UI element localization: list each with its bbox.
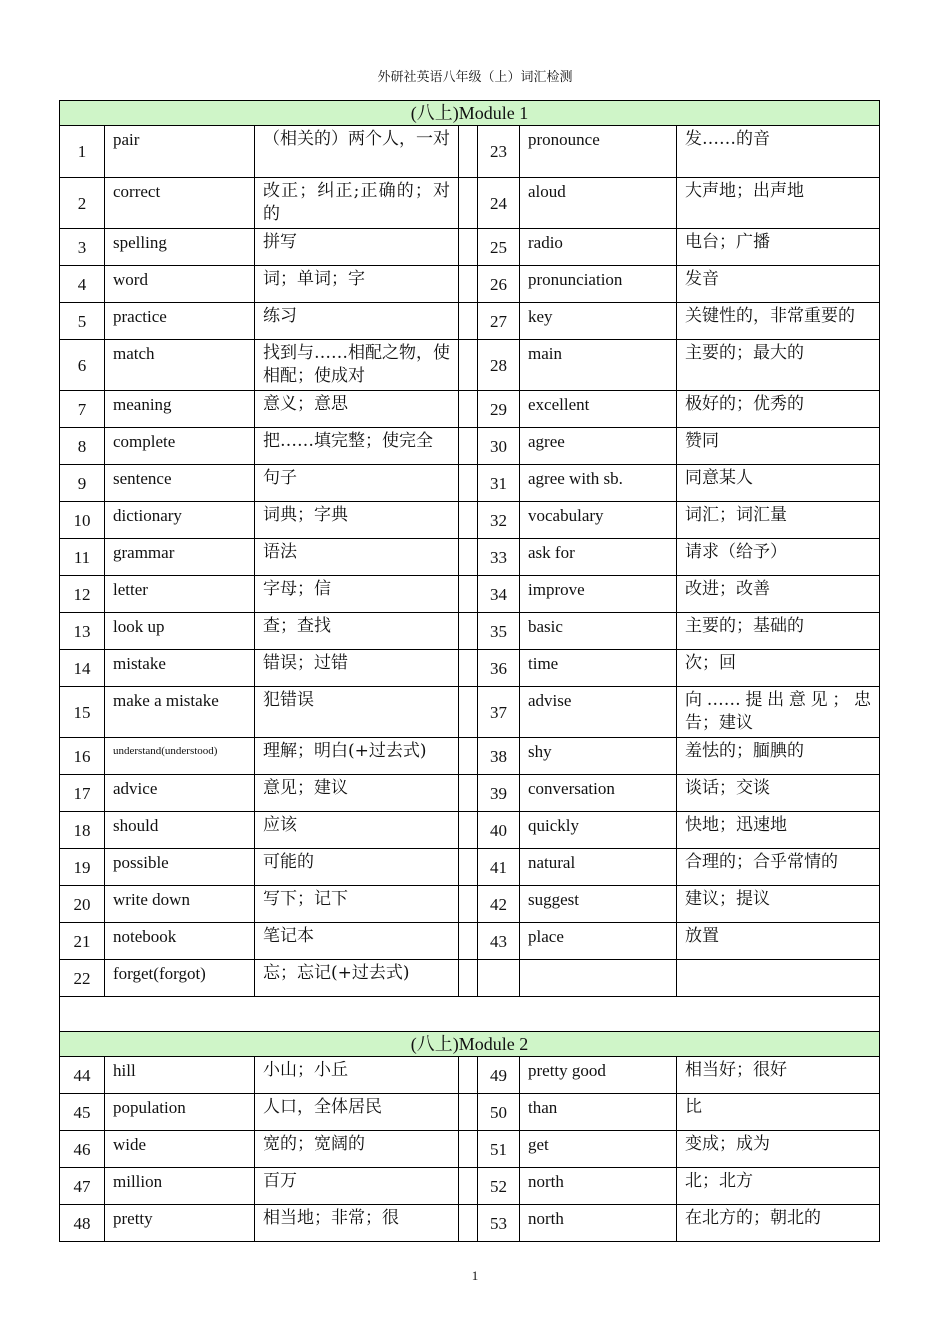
- entry-number: 6: [60, 340, 105, 391]
- vocab-row: [60, 687, 880, 738]
- column-divider: [459, 266, 478, 303]
- chinese-meaning: 句子: [255, 465, 459, 502]
- column-divider: [459, 229, 478, 266]
- column-divider: [459, 303, 478, 340]
- chinese-meaning: 百万: [255, 1168, 459, 1205]
- chinese-meaning: 大声地；出声地: [677, 178, 880, 229]
- chinese-meaning: 变成；成为: [677, 1131, 880, 1168]
- chinese-meaning: 应该: [255, 812, 459, 849]
- module-title: (八上)Module 2: [60, 1032, 880, 1057]
- chinese-meaning: 发音: [677, 266, 880, 303]
- vocab-row: [60, 229, 880, 266]
- chinese-meaning: 小山；小丘: [255, 1057, 459, 1094]
- chinese-meaning: 在北方的；朝北的: [677, 1205, 880, 1242]
- chinese-meaning: 赞同: [677, 428, 880, 465]
- vocab-row: [60, 886, 880, 923]
- chinese-meaning: 忘；忘记(+过去式): [255, 960, 459, 997]
- entry-number: 13: [60, 613, 105, 650]
- chinese-meaning: 次；回: [677, 650, 880, 687]
- column-divider: [459, 613, 478, 650]
- entry-number: 48: [60, 1205, 105, 1242]
- vocab-row: [60, 266, 880, 303]
- module-spacer-row: [60, 997, 880, 1032]
- vocab-row: [60, 1168, 880, 1205]
- entry-number: 16: [60, 738, 105, 775]
- entry-number: 29: [478, 391, 520, 428]
- english-word: understand(understood): [105, 738, 255, 775]
- chinese-meaning: 相当好；很好: [677, 1057, 880, 1094]
- chinese-meaning: 字母；信: [255, 576, 459, 613]
- chinese-meaning: 快地；迅速地: [677, 812, 880, 849]
- chinese-meaning: 宽的；宽阔的: [255, 1131, 459, 1168]
- entry-number: 47: [60, 1168, 105, 1205]
- entry-number: 42: [478, 886, 520, 923]
- chinese-meaning: 意义；意思: [255, 391, 459, 428]
- chinese-meaning: 犯错误: [255, 687, 459, 738]
- chinese-meaning: 语法: [255, 539, 459, 576]
- entry-number: 9: [60, 465, 105, 502]
- english-word: basic: [520, 613, 677, 650]
- english-word: conversation: [520, 775, 677, 812]
- english-word: pretty: [105, 1205, 255, 1242]
- chinese-meaning: 放置: [677, 923, 880, 960]
- vocabulary-table: [59, 100, 880, 1242]
- column-divider: [459, 340, 478, 391]
- english-word: grammar: [105, 539, 255, 576]
- chinese-meaning: 电台；广播: [677, 229, 880, 266]
- english-word: dictionary: [105, 502, 255, 539]
- vocab-row: [60, 1205, 880, 1242]
- entry-number: 8: [60, 428, 105, 465]
- chinese-meaning: 比: [677, 1094, 880, 1131]
- chinese-meaning: 词；单词；字: [255, 266, 459, 303]
- column-divider: [459, 775, 478, 812]
- english-word: pronunciation: [520, 266, 677, 303]
- entry-number: 31: [478, 465, 520, 502]
- column-divider: [459, 428, 478, 465]
- vocab-row: [60, 1057, 880, 1094]
- column-divider: [459, 849, 478, 886]
- entry-number: 46: [60, 1131, 105, 1168]
- page-header: 外研社英语八年级（上）词汇检测: [377, 70, 573, 85]
- entry-number: 14: [60, 650, 105, 687]
- english-word: north: [520, 1205, 677, 1242]
- entry-number: 45: [60, 1094, 105, 1131]
- column-divider: [459, 1168, 478, 1205]
- english-word: hill: [105, 1057, 255, 1094]
- english-word: forget(forgot): [105, 960, 255, 997]
- entry-number: 32: [478, 502, 520, 539]
- entry-number: 15: [60, 687, 105, 738]
- english-word: suggest: [520, 886, 677, 923]
- entry-number: 4: [60, 266, 105, 303]
- english-word: than: [520, 1094, 677, 1131]
- vocab-row: [60, 428, 880, 465]
- entry-number: 2: [60, 178, 105, 229]
- english-word: should: [105, 812, 255, 849]
- entry-number: 44: [60, 1057, 105, 1094]
- english-word: advice: [105, 775, 255, 812]
- column-divider: [459, 812, 478, 849]
- entry-number: 40: [478, 812, 520, 849]
- english-word: make a mistake: [105, 687, 255, 738]
- vocabulary-table-body: [60, 101, 880, 1242]
- english-word: million: [105, 1168, 255, 1205]
- english-word: advise: [520, 687, 677, 738]
- entry-number: 23: [478, 126, 520, 178]
- english-word: improve: [520, 576, 677, 613]
- chinese-meaning: 谈话；交谈: [677, 775, 880, 812]
- entry-number: 26: [478, 266, 520, 303]
- module-header-row: [60, 1032, 880, 1057]
- column-divider: [459, 126, 478, 178]
- chinese-meaning: （相关的）两个人，一对: [255, 126, 459, 178]
- entry-number: 39: [478, 775, 520, 812]
- entry-number: 7: [60, 391, 105, 428]
- english-word: sentence: [105, 465, 255, 502]
- vocab-row: [60, 178, 880, 229]
- module-title: (八上)Module 1: [60, 101, 880, 126]
- vocab-row: [60, 539, 880, 576]
- vocab-row: [60, 738, 880, 775]
- english-word: pronounce: [520, 126, 677, 178]
- column-divider: [459, 391, 478, 428]
- entry-number: 5: [60, 303, 105, 340]
- entry-number: 18: [60, 812, 105, 849]
- chinese-meaning: 练习: [255, 303, 459, 340]
- column-divider: [459, 960, 478, 997]
- column-divider: [459, 576, 478, 613]
- vocab-row: [60, 960, 880, 997]
- spacer-cell: [60, 997, 880, 1032]
- english-word: mistake: [105, 650, 255, 687]
- english-word: aloud: [520, 178, 677, 229]
- chinese-meaning: 写下；记下: [255, 886, 459, 923]
- column-divider: [459, 738, 478, 775]
- english-word: notebook: [105, 923, 255, 960]
- column-divider: [459, 539, 478, 576]
- entry-number: 20: [60, 886, 105, 923]
- entry-number: 22: [60, 960, 105, 997]
- entry-number: 37: [478, 687, 520, 738]
- chinese-meaning: 请求（给予）: [677, 539, 880, 576]
- entry-number: [478, 960, 520, 997]
- vocab-row: [60, 340, 880, 391]
- english-word: wide: [105, 1131, 255, 1168]
- vocab-row: [60, 303, 880, 340]
- english-word: time: [520, 650, 677, 687]
- entry-number: 41: [478, 849, 520, 886]
- chinese-meaning: 极好的；优秀的: [677, 391, 880, 428]
- english-word: meaning: [105, 391, 255, 428]
- entry-number: 49: [478, 1057, 520, 1094]
- entry-number: 50: [478, 1094, 520, 1131]
- chinese-meaning: 改进；改善: [677, 576, 880, 613]
- column-divider: [459, 650, 478, 687]
- entry-number: 11: [60, 539, 105, 576]
- entry-number: 51: [478, 1131, 520, 1168]
- chinese-meaning: 拼写: [255, 229, 459, 266]
- english-word: vocabulary: [520, 502, 677, 539]
- chinese-meaning: 可能的: [255, 849, 459, 886]
- english-word: [520, 960, 677, 997]
- chinese-meaning: 羞怯的；腼腆的: [677, 738, 880, 775]
- english-word: agree: [520, 428, 677, 465]
- column-divider: [459, 923, 478, 960]
- column-divider: [459, 886, 478, 923]
- chinese-meaning: 同意某人: [677, 465, 880, 502]
- entry-number: 1: [60, 126, 105, 178]
- entry-number: 28: [478, 340, 520, 391]
- chinese-meaning: 主要的；最大的: [677, 340, 880, 391]
- entry-number: 24: [478, 178, 520, 229]
- vocab-row: [60, 126, 880, 178]
- chinese-meaning: 理解；明白(+过去式): [255, 738, 459, 775]
- chinese-meaning: 人口，全体居民: [255, 1094, 459, 1131]
- page-number: 1: [471, 1268, 479, 1283]
- chinese-meaning: 发……的音: [677, 126, 880, 178]
- english-word: natural: [520, 849, 677, 886]
- entry-number: 43: [478, 923, 520, 960]
- chinese-meaning: 找到与……相配之物，使相配；使成对: [255, 340, 459, 391]
- column-divider: [459, 1205, 478, 1242]
- entry-number: 21: [60, 923, 105, 960]
- english-word: get: [520, 1131, 677, 1168]
- entry-number: 19: [60, 849, 105, 886]
- english-word: population: [105, 1094, 255, 1131]
- chinese-meaning: 向……提出意见；忠告；建议: [677, 687, 880, 738]
- chinese-meaning: 改正；纠正;正确的；对的: [255, 178, 459, 229]
- chinese-meaning: [677, 960, 880, 997]
- vocab-row: [60, 576, 880, 613]
- column-divider: [459, 502, 478, 539]
- chinese-meaning: 错误；过错: [255, 650, 459, 687]
- chinese-meaning: 合理的；合乎常情的: [677, 849, 880, 886]
- entry-number: 10: [60, 502, 105, 539]
- chinese-meaning: 主要的；基础的: [677, 613, 880, 650]
- english-word: possible: [105, 849, 255, 886]
- chinese-meaning: 北；北方: [677, 1168, 880, 1205]
- english-word: look up: [105, 613, 255, 650]
- english-word: complete: [105, 428, 255, 465]
- vocab-row: [60, 1094, 880, 1131]
- english-word: correct: [105, 178, 255, 229]
- vocab-row: [60, 613, 880, 650]
- vocab-row: [60, 1131, 880, 1168]
- english-word: agree with sb.: [520, 465, 677, 502]
- chinese-meaning: 把……填完整；使完全: [255, 428, 459, 465]
- entry-number: 3: [60, 229, 105, 266]
- english-word: quickly: [520, 812, 677, 849]
- entry-number: 34: [478, 576, 520, 613]
- vocab-row: [60, 391, 880, 428]
- column-divider: [459, 1057, 478, 1094]
- english-word: practice: [105, 303, 255, 340]
- english-word: shy: [520, 738, 677, 775]
- english-word: letter: [105, 576, 255, 613]
- entry-number: 52: [478, 1168, 520, 1205]
- chinese-meaning: 建议；提议: [677, 886, 880, 923]
- entry-number: 27: [478, 303, 520, 340]
- column-divider: [459, 1131, 478, 1168]
- entry-number: 12: [60, 576, 105, 613]
- chinese-meaning: 意见；建议: [255, 775, 459, 812]
- entry-number: 25: [478, 229, 520, 266]
- entry-number: 53: [478, 1205, 520, 1242]
- vocab-row: [60, 650, 880, 687]
- vocab-row: [60, 812, 880, 849]
- english-word: pretty good: [520, 1057, 677, 1094]
- entry-number: 30: [478, 428, 520, 465]
- column-divider: [459, 178, 478, 229]
- english-word: main: [520, 340, 677, 391]
- english-word: radio: [520, 229, 677, 266]
- chinese-meaning: 词汇；词汇量: [677, 502, 880, 539]
- column-divider: [459, 687, 478, 738]
- vocab-row: [60, 502, 880, 539]
- vocab-row: [60, 923, 880, 960]
- english-word: word: [105, 266, 255, 303]
- english-word: place: [520, 923, 677, 960]
- vocab-row: [60, 849, 880, 886]
- english-word: excellent: [520, 391, 677, 428]
- entry-number: 38: [478, 738, 520, 775]
- vocab-row: [60, 775, 880, 812]
- chinese-meaning: 相当地；非常；很: [255, 1205, 459, 1242]
- column-divider: [459, 1094, 478, 1131]
- entry-number: 35: [478, 613, 520, 650]
- entry-number: 17: [60, 775, 105, 812]
- column-divider: [459, 465, 478, 502]
- chinese-meaning: 查；查找: [255, 613, 459, 650]
- english-word: pair: [105, 126, 255, 178]
- entry-number: 33: [478, 539, 520, 576]
- chinese-meaning: 词典；字典: [255, 502, 459, 539]
- vocab-row: [60, 465, 880, 502]
- entry-number: 36: [478, 650, 520, 687]
- english-word: match: [105, 340, 255, 391]
- english-word: write down: [105, 886, 255, 923]
- english-word: ask for: [520, 539, 677, 576]
- english-word: key: [520, 303, 677, 340]
- chinese-meaning: 关键性的，非常重要的: [677, 303, 880, 340]
- chinese-meaning: 笔记本: [255, 923, 459, 960]
- english-word: north: [520, 1168, 677, 1205]
- module-header-row: [60, 101, 880, 126]
- english-word: spelling: [105, 229, 255, 266]
